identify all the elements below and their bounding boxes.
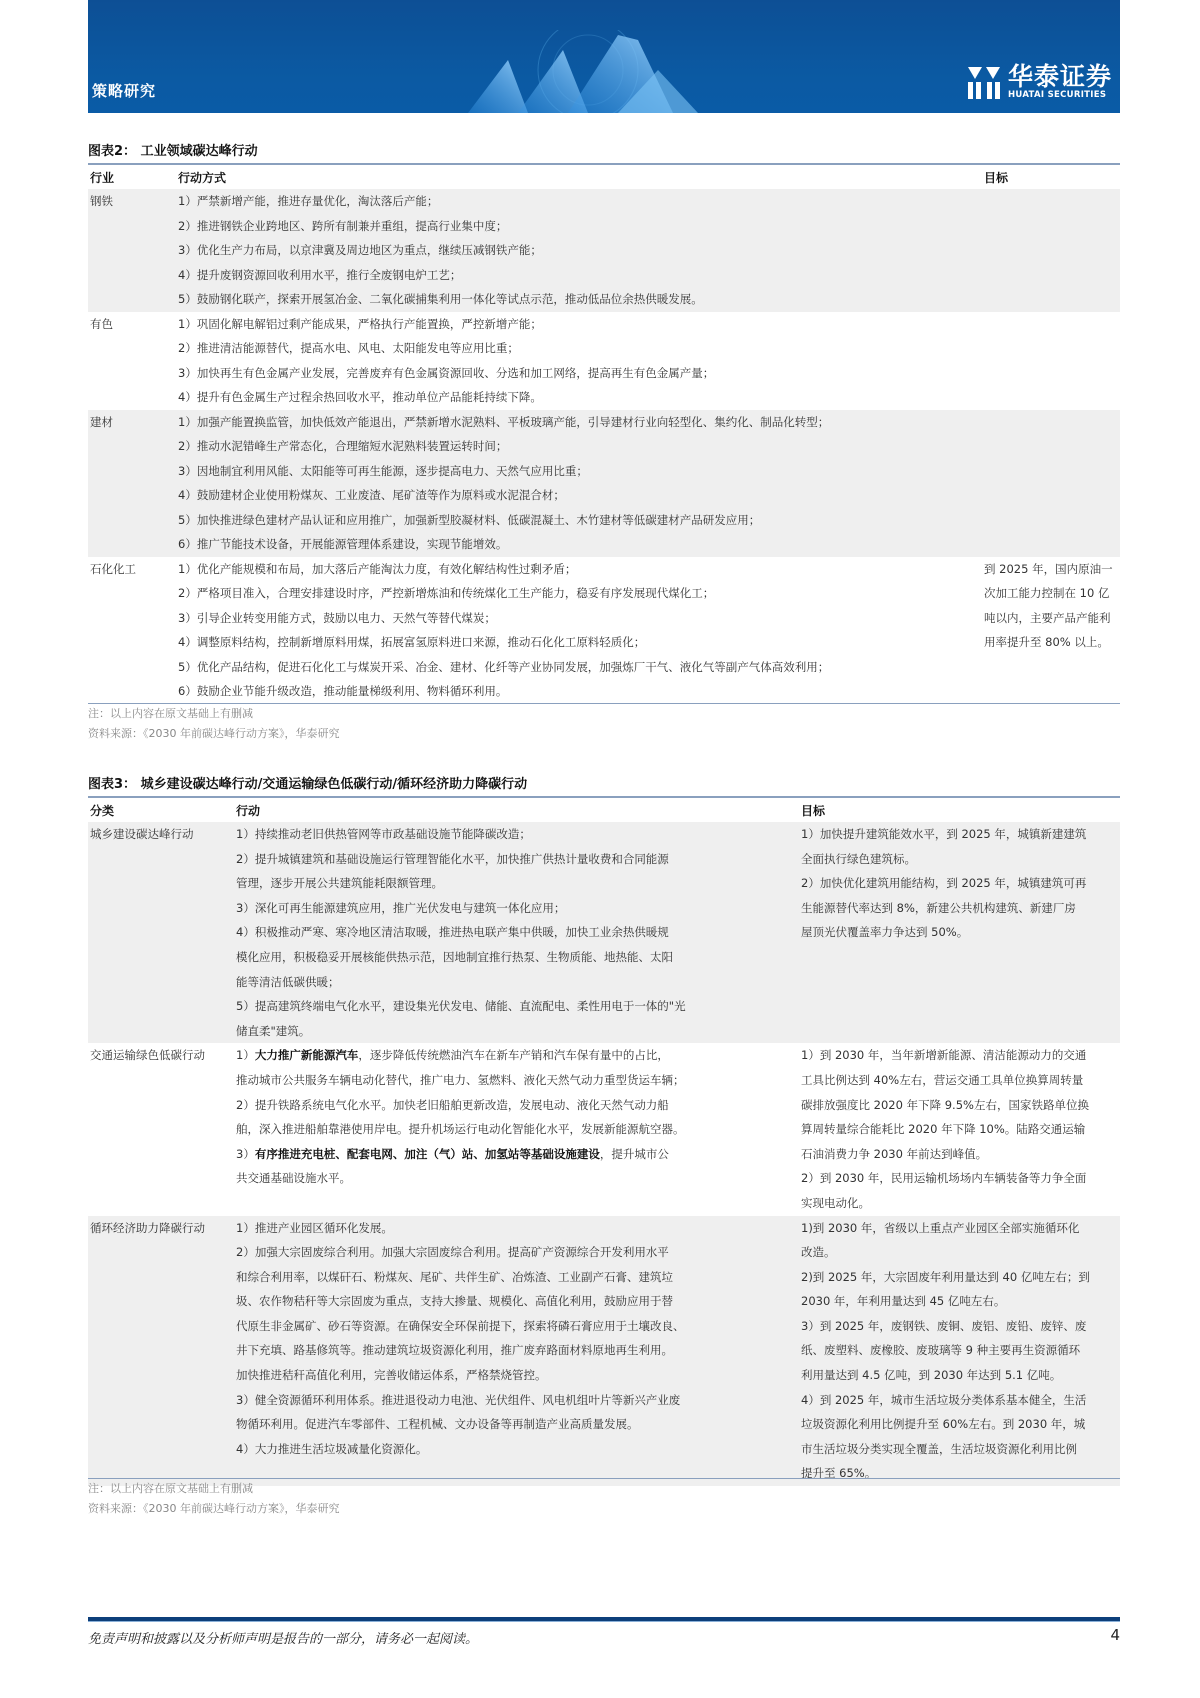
target-cell xyxy=(799,1216,1120,1487)
action-line: 1）大力推广新能源汽车，逐步降低传统燃油汽车在新车产销和汽车保有量中的占比， xyxy=(236,1048,669,1063)
page-number: 4 xyxy=(1110,1626,1120,1644)
action-line: 1）推进产业园区循环化发展。 xyxy=(236,1220,393,1235)
col-header-industry: 行业 xyxy=(90,171,115,185)
actions-cell xyxy=(176,312,982,410)
header-banner xyxy=(88,0,1120,113)
target-line: 3）到 2025 年，废钢铁、废铜、废铝、废铅、废锌、废 xyxy=(801,1318,1087,1333)
col-header-action: 行动 xyxy=(236,804,261,818)
action-line: 4）大力推进生活垃圾减量化资源化。 xyxy=(236,1441,428,1456)
action-item: 1）优化产能规模和布局，加大落后产能淘汰力度，有效化解结构性过剩矛盾； xyxy=(178,561,577,576)
target-line: 2）加快优化建筑用能结构，到 2025 年，城镇建筑可再 xyxy=(801,876,1087,891)
industry-cell: 建材 xyxy=(88,410,176,557)
target-line: 生能源替代率达到 8%，新建公共机构建筑、新建厂房 xyxy=(801,900,1076,915)
target-line: 垃圾资源化利用比例提升至 60%左右。到 2030 年，城 xyxy=(801,1417,1086,1432)
target-line: 全面执行绿色建筑标。 xyxy=(801,851,916,866)
action-line: 储直柔"建筑。 xyxy=(236,1023,311,1038)
target-line: 实现电动化。 xyxy=(801,1195,870,1210)
target-line: 1）加快提升建筑能效水平，到 2025 年，城镇新建建筑 xyxy=(801,827,1087,841)
target-line: 市生活垃圾分类实现全覆盖，生活垃圾资源化利用比例 xyxy=(801,1441,1077,1456)
action-line: 井下充填、路基修筑等。推动建筑垃圾资源化利用，推广废弃路面材料原地再生利用。 xyxy=(236,1343,673,1358)
action-line: 加快推进秸秆高值化利用，完善收储运体系，严格禁烧管控。 xyxy=(236,1368,547,1383)
target-line: 算周转量综合能耗比 2020 年下降 10%。陆路交通运输 xyxy=(801,1122,1086,1137)
logo-en: HUATAI SECURITIES xyxy=(1007,90,1107,100)
action-line: 和综合利用率，以煤矸石、粉煤灰、尾矿、共伴生矿、冶炼渣、工业副产石膏、建筑垃 xyxy=(236,1269,673,1284)
section-label: 策略研究 xyxy=(92,82,157,100)
action-line: 推动城市公共服务车辆电动化替代，推广电力、氢燃料、液化天然气动力重型货运车辆； xyxy=(236,1072,685,1087)
figure2-title: 图表2： 工业领域碳达峰行动 xyxy=(88,140,1120,165)
action-line: 管理，逐步开展公共建筑能耗限额管理。 xyxy=(236,876,443,891)
action-line: 2）提升城镇建筑和基础设施运行管理智能化水平，加快推广供热计量收费和合同能源 xyxy=(236,851,669,866)
note-text: 注：以上内容在原文基础上有删减 xyxy=(88,707,253,720)
footer-disclaimer: 免责声明和披露以及分析师声明是报告的一部分，请务必一起阅读。 xyxy=(88,1632,479,1647)
huatai-logo xyxy=(966,63,1112,101)
target-line: 碳排放强度比 2020 年下降 9.5%左右，国家铁路单位换 xyxy=(801,1097,1089,1112)
actions-cell xyxy=(176,557,982,704)
action-line: 2）提升铁路系统电气化水平。加快老旧船舶更新改造，发展电动、液化天然气动力船 xyxy=(236,1097,669,1112)
figure2-table xyxy=(88,166,1120,704)
category-cell: 循环经济助力降碳行动 xyxy=(88,1216,234,1487)
figure3-table xyxy=(88,799,1120,1486)
col-header-actions: 行动方式 xyxy=(178,171,227,185)
action-item: 2）推动水泥错峰生产常态化，合理缩短水泥熟料装置运转时间； xyxy=(178,439,508,453)
action-cell xyxy=(234,1043,799,1215)
action-item: 4）提升废钢资源回收利用水平，推行全废钢电炉工艺； xyxy=(178,267,462,282)
action-item: 6）鼓励企业节能升级改造，推动能量梯级利用、物料循环利用。 xyxy=(178,684,508,698)
target-line: 吨以内，主要产品产能利 xyxy=(984,610,1111,625)
action-item: 5）加快推进绿色建材产品认证和应用推广，加强新型胶凝材料、低碳混凝土、木竹建材等低碳建材产品研发应用； xyxy=(178,512,761,527)
action-item: 1）严禁新增产能，推进存量优化，淘汰落后产能； xyxy=(178,194,439,208)
target-line: 屋顶光伏覆盖率力争达到 50%。 xyxy=(801,925,969,940)
target-cell xyxy=(982,557,1120,704)
mountain-graphic xyxy=(468,30,768,113)
table-row xyxy=(88,312,1120,410)
action-item: 5）鼓励钢化联产，探索开展氢冶金、二氧化碳捕集利用一体化等试点示范，推动低品位余热供暖发展。 xyxy=(178,292,703,306)
target-line: 用率提升至 80% 以上。 xyxy=(984,635,1109,649)
action-item: 4）调整原料结构，控制新增原料用煤，拓展富氢原料进口来源，推动石化化工原料轻质化； xyxy=(178,635,646,649)
target-cell xyxy=(799,822,1120,1043)
action-line: 模化应用，积极稳妥开展核能供热示范，因地制宜推行热泵、生物质能、地热能、太阳 xyxy=(236,949,673,964)
action-item: 2）推进清洁能源替代，提高水电、风电、太阳能发电等应用比重； xyxy=(178,341,519,355)
target-line: 石油消费力争 2030 年前达到峰值。 xyxy=(801,1146,988,1161)
action-line: 圾、农作物秸秆等大宗固废为重点，支持大掺量、规模化、高值化利用，鼓励应用于替 xyxy=(236,1294,673,1309)
action-item: 2）严格项目准入，合理安排建设时序，严控新增炼油和传统煤化工生产能力，稳妥有序发展现代煤化工； xyxy=(178,586,715,600)
action-line: 5）提高建筑终端电气化水平，建设集光伏发电、储能、直流配电、柔性用电于一体的"光 xyxy=(236,999,686,1014)
target-line: 2030 年，年利用量达到 45 亿吨左右。 xyxy=(801,1294,1006,1309)
figure3-title: 图表3： 城乡建设碳达峰行动/交通运输绿色低碳行动/循环经济助力降碳行动 xyxy=(88,773,1120,798)
note-text: 注：以上内容在原文基础上有删减 xyxy=(88,1482,253,1495)
category-cell: 城乡建设碳达峰行动 xyxy=(88,822,234,1043)
table-row xyxy=(88,822,1120,1043)
action-line: 能等清洁低碳供暖； xyxy=(236,974,340,989)
action-item: 1）加强产能置换监管，加快低效产能退出，严禁新增水泥熟料、平板玻璃产能，引导建材行业向轻型化、集约化、制品化转型； xyxy=(178,414,830,429)
action-item: 2）推进钢铁企业跨地区、跨所有制兼并重组，提高行业集中度； xyxy=(178,218,508,233)
target-line: 纸、废塑料、废橡胶、废玻璃等 9 种主要再生资源循环 xyxy=(801,1343,1081,1358)
industry-cell: 石化化工 xyxy=(90,561,136,576)
action-line: 4）积极推动严寒、寒冷地区清洁取暖，推进热电联产集中供暖，加快工业余热供暖规 xyxy=(236,925,669,940)
target-line: 4）到 2025 年，城市生活垃圾分类体系基本健全，生活 xyxy=(801,1392,1087,1407)
target-line: 改造。 xyxy=(801,1245,836,1260)
target-cell xyxy=(799,1043,1120,1215)
target-line: 1）到 2030 年，当年新增新能源、清洁能源动力的交通 xyxy=(801,1048,1087,1063)
target-line: 2)到 2025 年，大宗固废年利用量达到 40 亿吨左右；到 xyxy=(801,1269,1090,1284)
action-line: 舶，深入推进船舶靠港使用岸电。提升机场运行电动化智能化水平，发展新能源航空器。 xyxy=(236,1122,685,1137)
action-item: 4）鼓励建材企业使用粉煤灰、工业废渣、尾矿渣等作为原料或水泥混合材； xyxy=(178,488,565,502)
target-cell xyxy=(982,189,1120,312)
action-line: 3）健全资源循环利用体系。推进退役动力电池、光伏组件、风电机组叶片等新兴产业废 xyxy=(236,1392,681,1407)
col-header-target: 目标 xyxy=(801,804,826,818)
table-row xyxy=(88,410,1120,557)
footer-rule xyxy=(88,1617,1120,1622)
actions-cell xyxy=(176,410,982,557)
target-line: 到 2025 年，国内原油一 xyxy=(984,561,1113,576)
action-cell xyxy=(234,1216,799,1487)
action-line: 1）持续推动老旧供热管网等市政基础设施节能降碳改造； xyxy=(236,827,531,841)
action-item: 3）加快再生有色金属产业发展，完善废弃有色金属资源回收、分选和加工网络，提高再生有色金属产量； xyxy=(178,365,715,380)
table-row xyxy=(88,189,1120,312)
actions-cell xyxy=(176,189,982,312)
industry-cell: 钢铁 xyxy=(88,189,176,312)
action-line: 共交通基础设施水平。 xyxy=(236,1171,351,1186)
action-item: 6）推广节能技术设备，开展能源管理体系建设，实现节能增效。 xyxy=(178,537,508,551)
action-item: 3）优化生产力布局，以京津冀及周边地区为重点，继续压减钢铁产能； xyxy=(178,243,542,257)
action-line: 物循环利用。促进汽车零部件、工程机械、文办设备等再制造产业高质量发展。 xyxy=(236,1417,639,1432)
table-row xyxy=(88,1216,1120,1487)
action-item: 3）引导企业转变用能方式，鼓励以电力、天然气等替代煤炭； xyxy=(178,610,496,625)
action-item: 4）提升有色金属生产过程余热回收水平，推动单位产品能耗持续下降。 xyxy=(178,390,542,404)
col-header-category: 分类 xyxy=(90,804,115,818)
col-header-target: 目标 xyxy=(984,171,1009,185)
action-line: 2）加强大宗固废综合利用。加强大宗固废综合利用。提高矿产资源综合开发利用水平 xyxy=(236,1245,669,1260)
source-text: 资料来源：《2030 年前碳达峰行动方案》，华泰研究 xyxy=(88,1502,340,1515)
target-cell xyxy=(982,312,1120,410)
table-row xyxy=(88,557,1120,704)
target-line: 次加工能力控制在 10 亿 xyxy=(984,586,1110,600)
action-line: 3）有序推进充电桩、配套电网、加注（气）站、加氢站等基础设施建设，提升城市公 xyxy=(236,1146,669,1161)
table-header-row xyxy=(88,166,1120,189)
action-cell xyxy=(234,822,799,1043)
action-item: 5）优化产品结构，促进石化化工与煤炭开采、冶金、建材、化纤等产业协同发展，加强炼厂干气、液化气等副产气体高效利用； xyxy=(178,659,830,674)
table-header-row xyxy=(88,799,1120,822)
huatai-logo-icon xyxy=(966,63,1002,101)
target-line: 提升至 65%。 xyxy=(801,1466,877,1481)
source-text: 资料来源：《2030 年前碳达峰行动方案》，华泰研究 xyxy=(88,727,340,740)
action-item: 1）巩固化解电解铝过剩产能成果，严格执行产能置换，严控新增产能； xyxy=(178,316,542,331)
target-line: 工具比例达到 40%左右，营运交通工具单位换算周转量 xyxy=(801,1072,1084,1087)
target-line: 1)到 2030 年，省级以上重点产业园区全部实施循环化 xyxy=(801,1220,1080,1235)
target-cell xyxy=(982,410,1120,557)
target-line: 利用量达到 4.5 亿吨，到 2030 年达到 5.1 亿吨。 xyxy=(801,1368,1062,1383)
bold-highlight: 大力推广新能源汽车 xyxy=(254,1048,359,1063)
table-row xyxy=(88,1043,1120,1215)
action-line: 代原生非金属矿、砂石等资源。在确保安全环保前提下，探索将磷石膏应用于土壤改良、 xyxy=(236,1318,685,1333)
target-line: 2）到 2030 年，民用运输机场场内车辆装备等力争全面 xyxy=(801,1171,1087,1186)
figure2-notes xyxy=(88,704,340,744)
bold-highlight: 有序推进充电桩、配套电网、加注（气）站、加氢站等基础设施建设 xyxy=(254,1146,600,1161)
figure3-notes xyxy=(88,1479,340,1519)
action-item: 3）因地制宜利用风能、太阳能等可再生能源，逐步提高电力、天然气应用比重； xyxy=(178,463,588,478)
industry-cell: 有色 xyxy=(90,316,113,331)
action-line: 3）深化可再生能源建筑应用，推广光伏发电与建筑一体化应用； xyxy=(236,900,566,915)
logo-cn: 华泰证券 xyxy=(1007,62,1112,91)
category-cell: 交通运输绿色低碳行动 xyxy=(90,1048,205,1063)
